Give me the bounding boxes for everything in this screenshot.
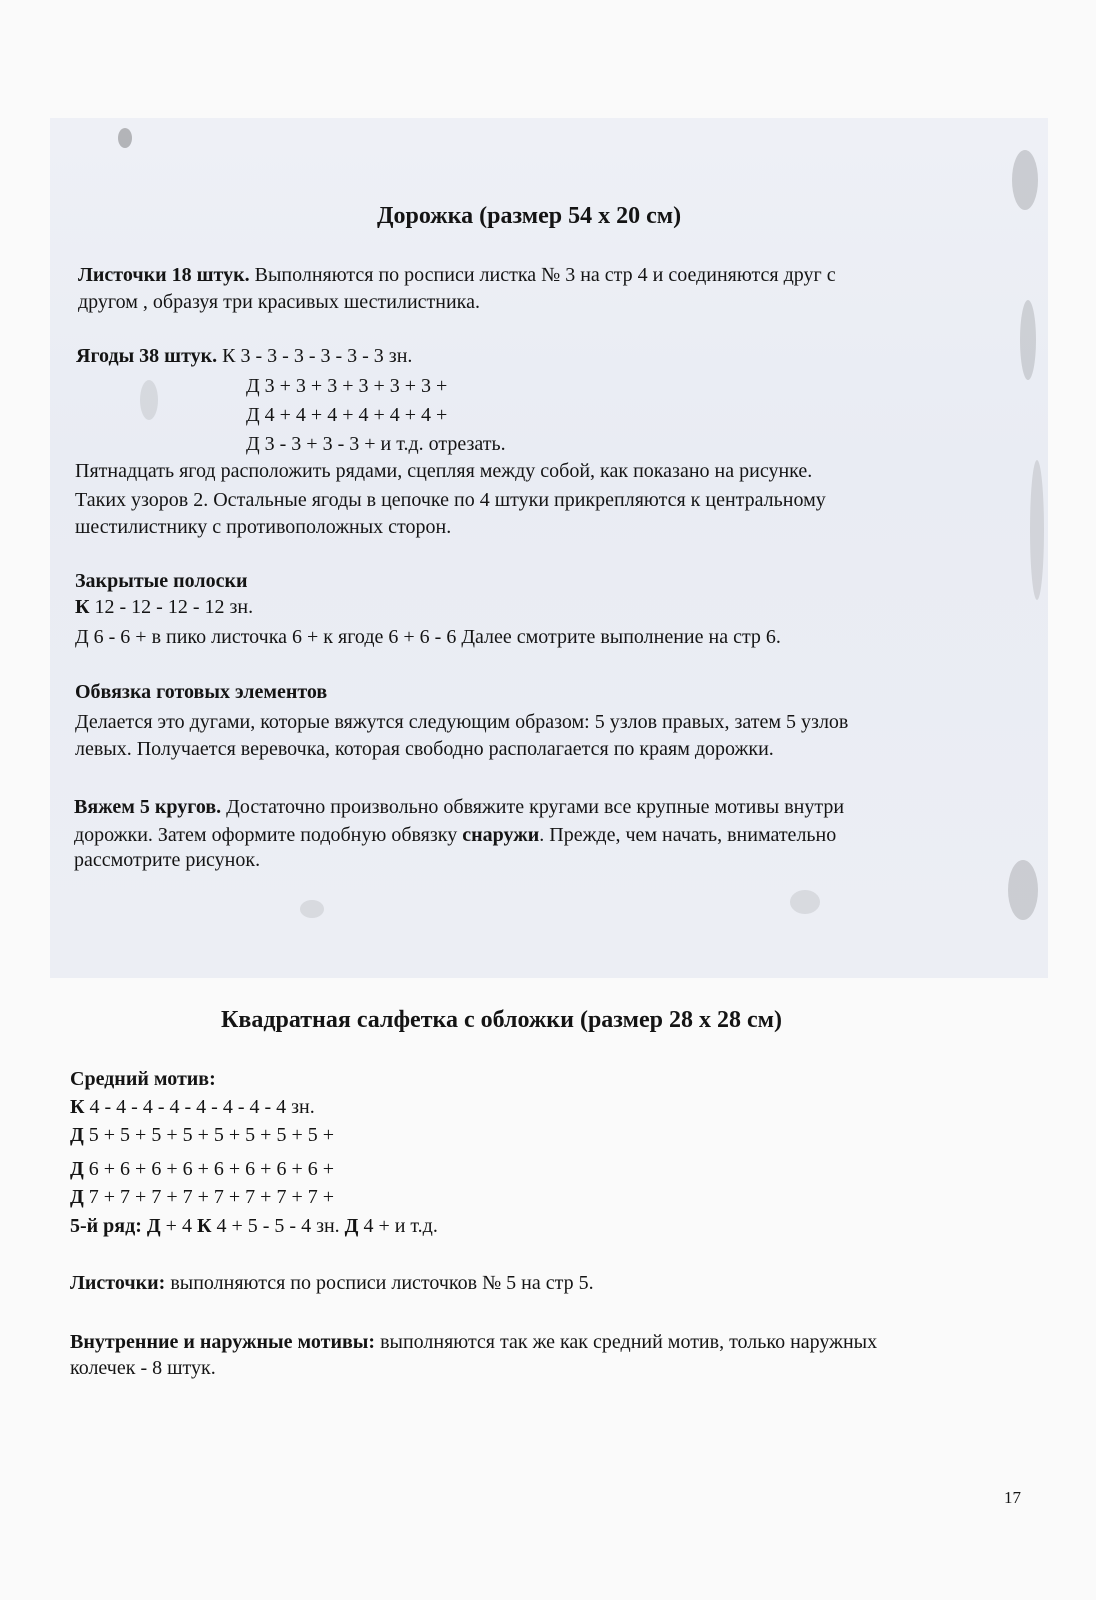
berries-para-1: Пятнадцать ягод расположить рядами, сцепляя между собой, как показано на рисунке.	[75, 460, 813, 482]
berries-row-3: Д 4 + 4 + 4 + 4 + 4 + 4 +	[246, 404, 448, 426]
row5-d: Д	[344, 1215, 359, 1237]
berries-row-4: Д 3 - 3 + 3 - 3 + и т.д. отрезать.	[246, 433, 506, 455]
middle-d-row-1	[70, 1124, 334, 1147]
row5-a: + 4	[160, 1215, 197, 1237]
middle-d-values-1: 5 + 5 + 5 + 5 + 5 + 5 + 5 + 5 +	[83, 1124, 334, 1146]
s2-leaves-label: Листочки:	[70, 1272, 166, 1294]
scan-speck	[1020, 300, 1036, 380]
middle-d-label-1: Д	[70, 1124, 84, 1146]
berries-row-1: К 3 - 3 - 3 - 3 - 3 - 3 зн.	[217, 345, 413, 367]
leaves-label: Листочки 18 штук.	[78, 264, 250, 286]
circles-line-2	[74, 824, 836, 847]
middle-k-row	[70, 1096, 315, 1119]
scan-speck	[1012, 150, 1038, 210]
circles-text-1: Достаточно произвольно обвяжите кругами все крупные мотивы внутри	[221, 796, 845, 818]
section2-title: Квадратная салфетка с обложки (размер 28 х 28 см)	[221, 1007, 782, 1033]
motifs-line-1	[70, 1331, 877, 1354]
motifs-label: Внутренние и наружные мотивы:	[70, 1331, 376, 1353]
row5-b: 4 + 5 - 5 - 4 зн.	[211, 1215, 345, 1237]
middle-d-values-3: 7 + 7 + 7 + 7 + 7 + 7 + 7 + 7 +	[83, 1186, 334, 1208]
scan-speck	[1030, 460, 1044, 600]
circles-line-1	[74, 796, 844, 819]
middle-d-label-3: Д	[70, 1186, 84, 1208]
middle-k-label: К	[70, 1096, 85, 1118]
middle-d-row-3	[70, 1186, 334, 1209]
circles-label: Вяжем 5 кругов.	[74, 796, 222, 818]
motifs-line-2: колечек - 8 штук.	[70, 1357, 216, 1379]
strips-k-label: К	[75, 596, 90, 618]
circles-text-2a: дорожки. Затем оформите подобную обвязку	[74, 824, 463, 846]
row5-line	[70, 1215, 438, 1238]
s2-leaves-line	[70, 1272, 594, 1295]
strips-k-values: 12 - 12 - 12 - 12 зн.	[89, 596, 254, 618]
leaves-line-1	[78, 264, 836, 287]
binding-heading: Обвязка готовых элементов	[75, 681, 328, 703]
middle-d-row-2	[70, 1158, 334, 1181]
circles-line-3: рассмотрите рисунок.	[74, 849, 261, 871]
scan-speck	[790, 890, 820, 914]
scan-speck	[300, 900, 324, 918]
section1-title: Дорожка (размер 54 х 20 см)	[377, 203, 682, 229]
row5-label: 5-й ряд: Д	[70, 1215, 161, 1237]
motifs-text-1: выполняются так же как средний мотив, только наружных	[375, 1331, 878, 1353]
strips-d-row: Д 6 - 6 + в пико листочка 6 + к ягоде 6 + 6 - 6 Далее смотрите выполнение на стр 6.	[75, 626, 781, 648]
berries-line-1	[76, 345, 412, 368]
berries-para-3: шестилистнику с противоположных сторон.	[75, 516, 452, 538]
middle-d-label-2: Д	[70, 1158, 84, 1180]
middle-k-values: 4 - 4 - 4 - 4 - 4 - 4 - 4 - 4 зн.	[84, 1096, 315, 1118]
strips-k-row	[75, 596, 253, 619]
berries-para-2: Таких узоров 2. Остальные ягоды в цепочке по 4 штуки прикрепляются к центральному	[75, 489, 826, 511]
leaves-text-1: Выполняются по росписи листка № 3 на стр 4 и соединяются друг с	[249, 264, 836, 286]
circles-text-2c: . Прежде, чем начать, внимательно	[539, 824, 837, 846]
scan-speck	[1008, 860, 1038, 920]
s2-leaves-text: выполняются по росписи листочков № 5 на стр 5.	[165, 1272, 594, 1294]
scan-speck	[140, 380, 158, 420]
scan-speck	[118, 128, 132, 148]
row5-k: К	[196, 1215, 212, 1237]
binding-para-2: левых. Получается веревочка, которая свободно располагается по краям дорожки.	[75, 738, 774, 760]
circles-text-2b: снаружи	[462, 824, 540, 846]
binding-para-1: Делается это дугами, которые вяжутся следующим образом: 5 узлов правых, затем 5 узлов	[75, 711, 849, 733]
leaves-line-2: другом , образуя три красивых шестилистника.	[78, 291, 480, 313]
row5-c: 4 + и т.д.	[358, 1215, 438, 1237]
middle-motif-heading: Средний мотив:	[70, 1068, 216, 1090]
middle-d-values-2: 6 + 6 + 6 + 6 + 6 + 6 + 6 + 6 +	[83, 1158, 334, 1180]
berries-label: Ягоды 38 штук.	[76, 345, 218, 367]
strips-heading: Закрытые полоски	[75, 570, 248, 592]
page-number: 17	[1004, 1488, 1021, 1507]
berries-row-2: Д 3 + 3 + 3 + 3 + 3 + 3 +	[246, 375, 448, 397]
